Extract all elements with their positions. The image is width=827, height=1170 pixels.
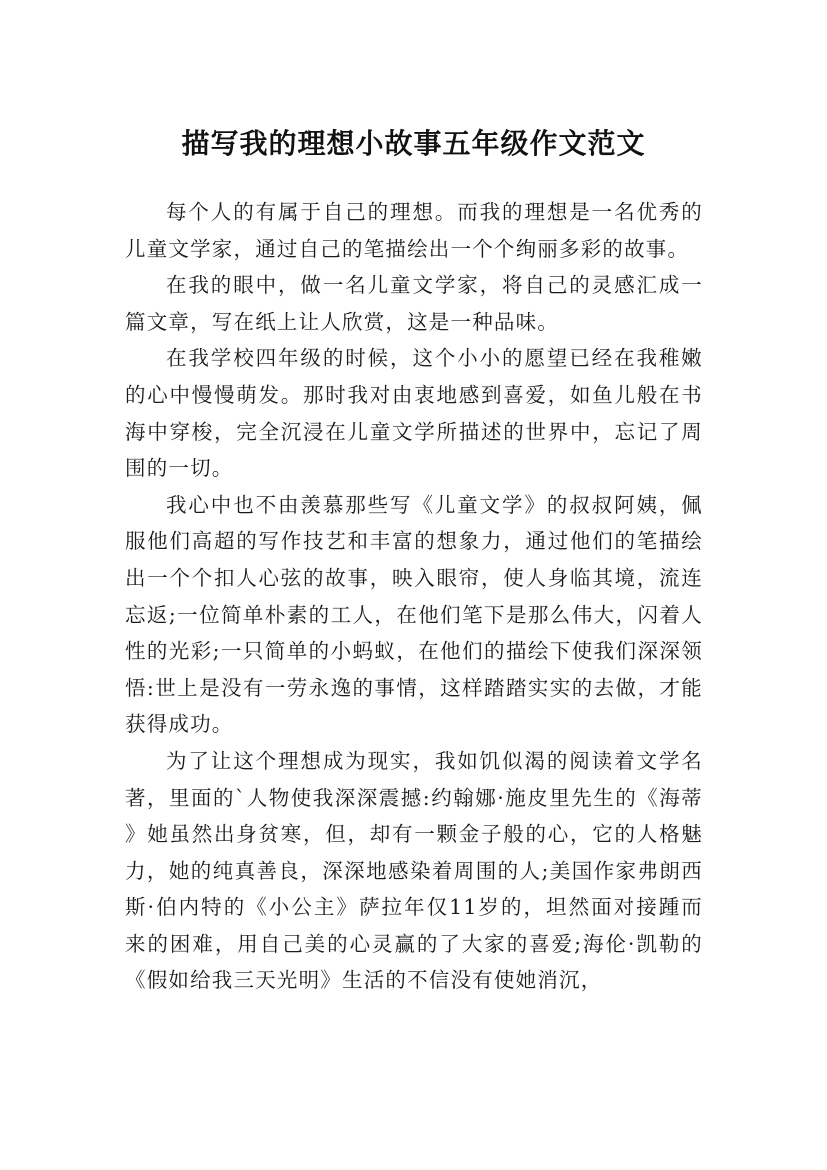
paragraph: 我心中也不由羡慕那些写《儿童文学》的叔叔阿姨，佩服他们高超的写作技艺和丰富的想象力，通过他们的笔描绘出一个个扣人心弦的故事，映入眼帘，使人身临其境，流连忘返;一位简单朴素的工人，在他们笔下是那么伟大，闪着人性的光彩;一只简单的小蚂蚁，在他们的描绘下使我们深深领悟:世上是没有一劳永逸的事情，这样踏踏实实的去做，才能获得成功。 [125, 492, 703, 737]
document-title: 描写我的理想小故事五年级作文范文 [181, 126, 646, 160]
paragraph: 每个人的有属于自己的理想。而我的理想是一名优秀的儿童文学家，通过自己的笔描绘出一个个绚丽多彩的故事。 [125, 200, 703, 261]
paragraph: 在我学校四年级的时候，这个小小的愿望已经在我稚嫩的心中慢慢萌发。那时我对由衷地感到喜爱，如鱼儿般在书海中穿梭，完全沉浸在儿童文学所描述的世界中，忘记了周围的一切。 [125, 346, 703, 481]
paragraph: 在我的眼中，做一名儿童文学家，将自己的灵感汇成一篇文章，写在纸上让人欣赏，这是一种品味。 [125, 273, 703, 334]
document-body [125, 194, 703, 999]
paragraph: 为了让这个理想成为现实，我如饥似渴的阅读着文学名著，里面的`人物使我深深震撼:约翰娜·施皮里先生的《海蒂》她虽然出身贫寒，但，却有一颗金子般的心，它的人格魅力，她的纯真善良，深深地感染着周围的人;美国作家弗朗西斯·伯内特的《小公主》萨拉年仅11岁的，坦然面对接踵而来的困难，用自己美的心灵赢的了大家的喜爱;海伦·凯勒的《假如给我三天光明》生活的不信没有使她消沉， [125, 748, 703, 993]
